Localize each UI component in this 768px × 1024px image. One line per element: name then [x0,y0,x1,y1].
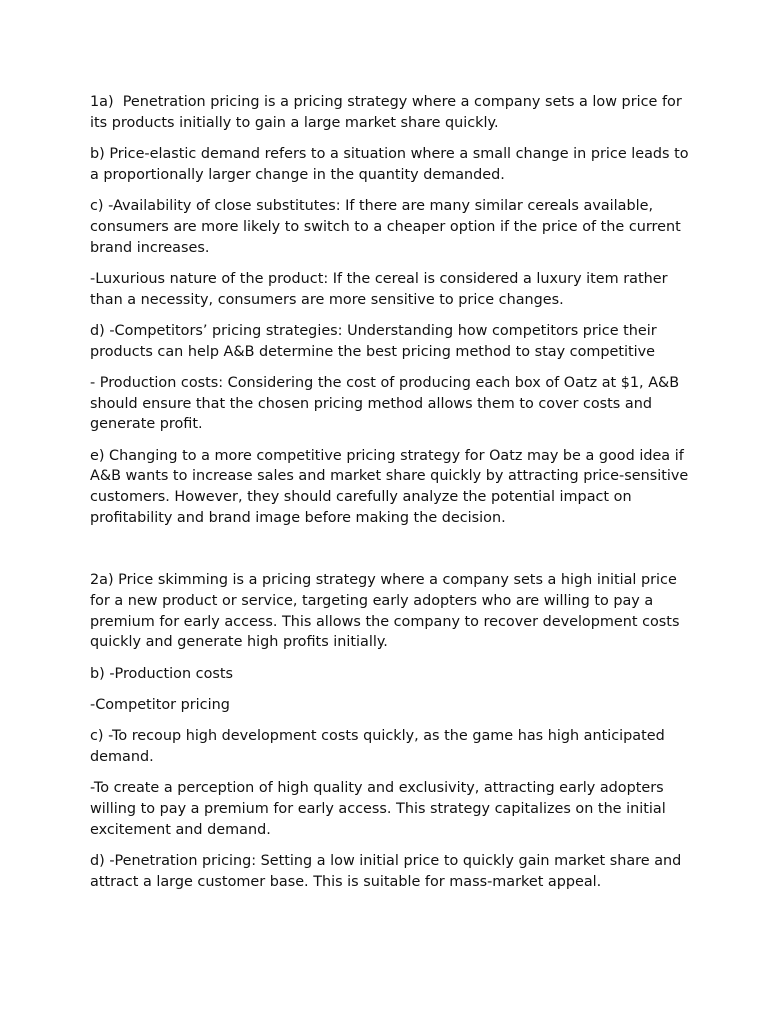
answer-2a: 2a) Price skimming is a pricing strategy where a company sets a high initial price for a new product or service, targeting early adopters who are willing to pay a premium for early access. This allows the company to recover development costs quickly and generate high profits initially. [90,572,685,651]
answer-1b: b) Price-elastic demand refers to a situation where a small change in price leads to a proportionally larger change in the quantity demanded. [90,145,694,183]
answer-1a: 1a) Penetration pricing is a pricing strategy where a company sets a low price for its products initially to gain a large market share quickly. [90,94,687,131]
answer-1c-substitutes: c) -Availability of close substitutes: If there are many similar cereals available, consumers are more likely to switch to a cheaper option if the price of the current brand increases. [90,197,686,256]
section-2 [90,570,690,892]
answer-2c-perception: -To create a perception of high quality and exclusivity, attracting early adopters willing to pay a premium for early access. This strategy capitalizes on the initial excitement and demand. [90,780,671,838]
answer-2b-competitor-pricing: -Competitor pricing [90,696,230,713]
section-spacer [90,539,690,570]
answer-2b-production-costs: b) -Production costs [90,665,234,682]
answer-1d-competitors: d) -Competitors’ pricing strategies: Understanding how competitors price their products can help A&B determine the best pricing method to stay competitive [90,322,662,360]
answer-1e: e) Changing to a more competitive pricing strategy for Oatz may be a good idea if A&B wants to increase sales and market share quickly by attracting price-sensitive customers. However, they should carefully analyze the potential impact on profitability and brand image before making the decision. [90,447,693,526]
section-1 [90,92,694,529]
answer-2c-recoup: c) -To recoup high development costs quickly, as the game has high anticipated demand. [90,728,670,765]
answer-2d: d) -Penetration pricing: Setting a low initial price to quickly gain market share and attract a large customer base. This is suitable for mass-market appeal. [90,852,686,890]
answer-1d-production-costs: - Production costs: Considering the cost of producing each box of Oatz at $1, A&B should ensure that the chosen pricing method allows them to cover costs and generate profit. [90,374,684,433]
answer-1c-luxury: -Luxurious nature of the product: If the cereal is considered a luxury item rather than a necessity, consumers are more sensitive to price changes. [90,270,673,308]
document-body [90,92,694,903]
